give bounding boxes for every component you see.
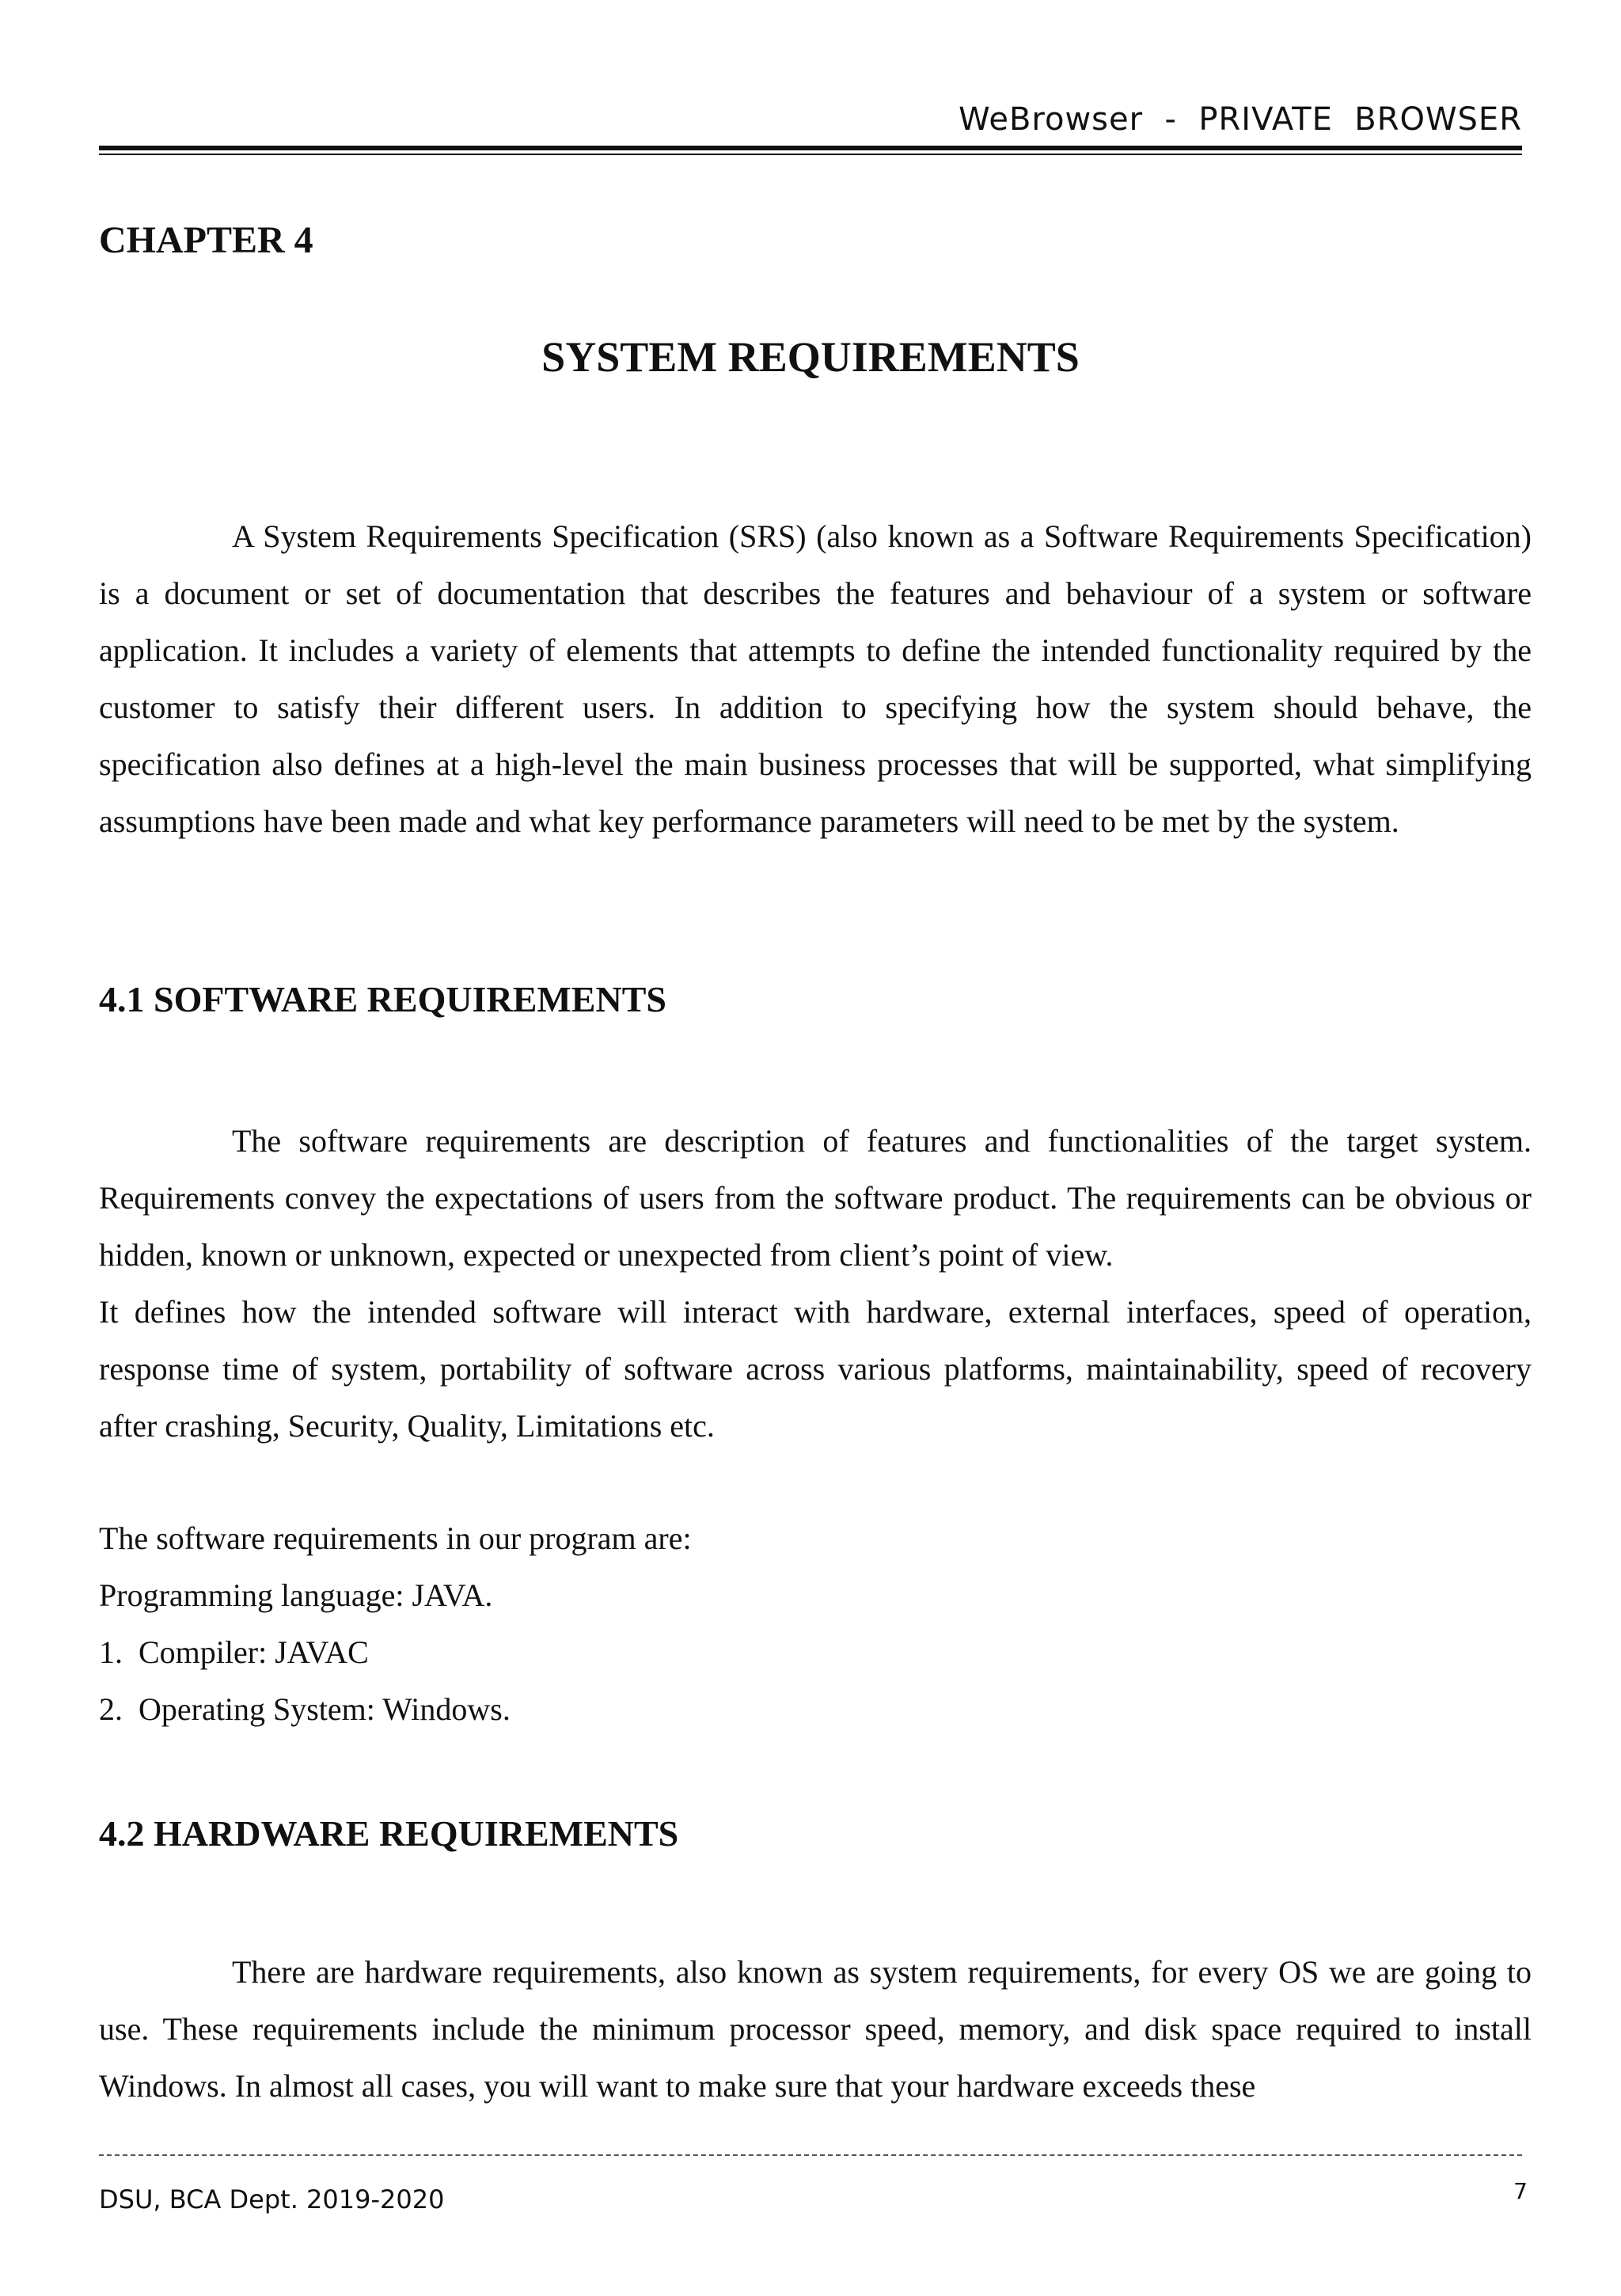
intro-paragraph: A System Requirements Specification (SRS) (also known as a Software Requirements Specification) is a document or set of documentation that describes the features and behaviour of a system or software application. It includes a variety of elements that attempts to define the intended functionality required by the customer to satisfy their different users. In addition to specifying how the system should behave, the specification also defines at a high-level the main business processes that will be supported, what simplifying assumptions have been made and what key performance parameters will need to be met by the system. (99, 518, 1532, 839)
hardware-paragraph-1: There are hardware requirements, also known as system requirements, for every OS we are going to use. These requirements include the minimum processor speed, memory, and disk space required to install Windows. In almost all cases, you will want to make sure that your hardware exceeds these (99, 1954, 1532, 2104)
software-language: Programming language: JAVA. (99, 1577, 493, 1613)
section-heading-software: 4.1 SOFTWARE REQUIREMENTS (99, 979, 666, 1019)
software-paragraph-2: It defines how the intended software will interact with hardware, external interfaces, speed of operation, response time of system, portability of software across various platforms, maintainability, speed of recovery after crashing, Security, Quality, Limitations etc. (99, 1294, 1532, 1444)
footer-rule (99, 2154, 1522, 2156)
software-paragraph-1: The software requirements are description of features and functionalities of the target system. Requirements convey the expectations of users from the software product. The requirements can be obvious or hidden, known or unknown, expected or unexpected from client’s point of view. (99, 1123, 1532, 1273)
running-header: WeBrowser - PRIVATE BROWSER (959, 101, 1522, 138)
software-list-intro: The software requirements in our program are: (99, 1520, 692, 1556)
chapter-title: SYSTEM REQUIREMENTS (541, 333, 1080, 381)
header-rule-thin (99, 154, 1522, 155)
software-list-item: 2. Operating System: Windows. (99, 1691, 511, 1727)
software-list-item: 1. Compiler: JAVAC (99, 1634, 369, 1670)
page-number: 7 (1513, 2178, 1528, 2204)
header-rule (99, 146, 1522, 150)
section-heading-hardware: 4.2 HARDWARE REQUIREMENTS (99, 1813, 679, 1854)
chapter-label: CHAPTER 4 (99, 219, 313, 261)
footer-department: DSU, BCA Dept. 2019-2020 (99, 2184, 445, 2214)
